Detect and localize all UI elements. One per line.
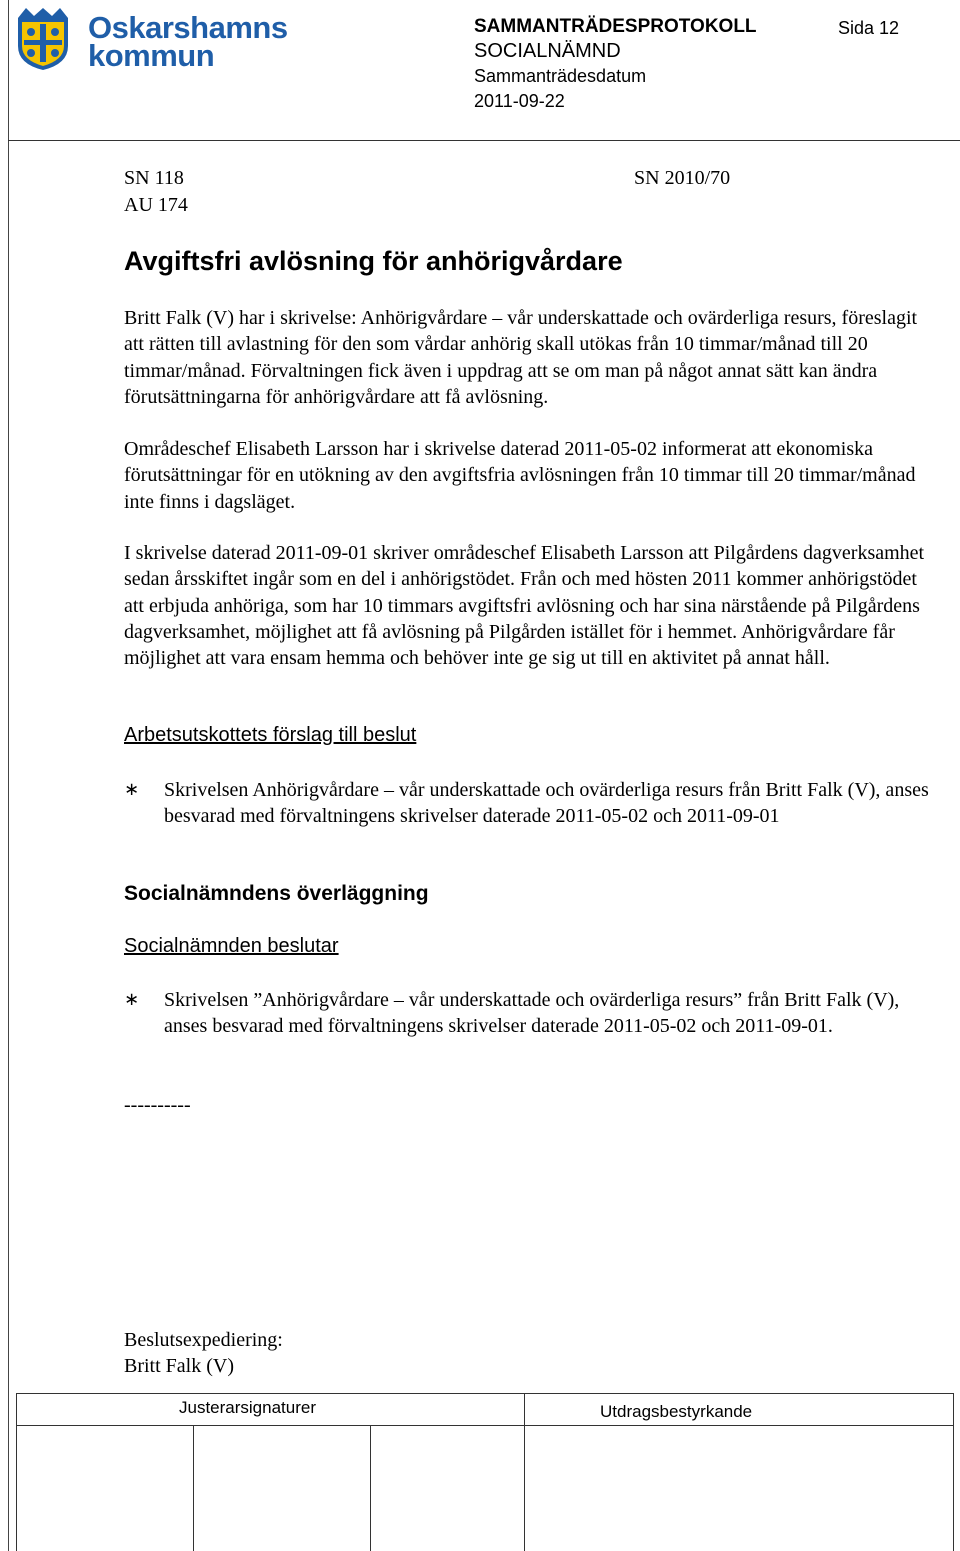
coat-of-arms-icon xyxy=(16,6,70,72)
section-number: SN 118 xyxy=(124,167,184,189)
dispatch-label: Beslutsexpediering: xyxy=(124,1329,283,1351)
dispatch-recipient: Britt Falk (V) xyxy=(124,1355,234,1377)
separator: ---------- xyxy=(124,1094,191,1116)
paragraph-3: I skrivelse daterad 2011-09-01 skriver områdeschef Elisabeth Larsson att Pilgårdens dagverksamhet sedan årsskiftet ingår som en del i anhörigstödet. Från och med hösten 2011 kommer anhörigstödet att erbjuda anhöriga, som har 10 timmars avgiftsfri avlösning och har sina närstående på Pilgårdens dagverksamhet, möjlighet att få avlösning på Pilgården istället för i hemmet. Anhörigvårdare får möjlighet att vara ensam hemma och behöver inte ge sig ut till en aktivitet på annat håll. xyxy=(124,542,925,670)
logo-wordmark xyxy=(88,10,288,73)
proposal-text: Skrivelsen Anhörigvårdare – vår underskattade och ovärderliga resurs från Britt Falk (V), anses besvarad med förvaltningens skrivelser daterade 2011-05-02 och 2011-09-01 xyxy=(164,779,929,828)
municipality-logo xyxy=(16,6,288,73)
logo-line-2: kommun xyxy=(88,38,215,73)
header-rule xyxy=(8,140,960,141)
committee-name: SOCIALNÄMND xyxy=(474,40,621,62)
proposal-heading: Arbetsutskottets förslag till beslut xyxy=(124,724,417,746)
page-border xyxy=(8,0,9,1551)
deliberation-heading: Socialnämndens överläggning xyxy=(124,882,429,905)
case-number: SN 2010/70 xyxy=(634,167,731,189)
committee-section-number: AU 174 xyxy=(124,194,188,216)
paragraph-2: Områdeschef Elisabeth Larsson har i skrivelse daterad 2011-05-02 informerat att ekonomiska förutsättningar för en utökning av den avgiftsfria avlösningen från 10 timmar till 20 timmar/månad inte finns i dagsläget. xyxy=(124,438,916,513)
meeting-date-label: Sammanträdesdatum xyxy=(474,66,647,86)
decision-text: Skrivelsen ”Anhörigvårdare – vår underskattade och ovärderliga resurs” från Britt Falk (V), anses besvarad med förvaltningens skrivelser daterade 2011-05-02 och 2011-09-01. xyxy=(164,989,900,1038)
paragraph-1: Britt Falk (V) har i skrivelse: Anhörigvårdare – vår underskattade och ovärderliga resurs, föreslagit att rätten till avlastning för den som vårdar anhörig skall utökas från 10 timmar/månad till 20 timmar/månad. Förvaltningen fick även i uppdrag att se om man på något annat sätt kan ändra förutsättningarna för anhörigvårdare att få avlösning. xyxy=(124,307,918,408)
signatures-label: Justerarsignaturer xyxy=(179,1398,317,1417)
page-number: Sida 12 xyxy=(838,18,900,38)
document-type: SAMMANTRÄDESPROTOKOLL xyxy=(474,16,757,37)
page-title: Avgiftsfri avlösning för anhörigvårdare xyxy=(124,246,623,276)
decision-bullet-icon: ∗ xyxy=(124,989,140,1010)
extract-certification-label: Utdragsbestyrkande xyxy=(600,1402,753,1421)
logo-line-1: Oskarshamns xyxy=(88,10,288,45)
signature-table xyxy=(16,1393,954,1551)
proposal-bullet-icon: ∗ xyxy=(124,779,140,800)
meeting-date: 2011-09-22 xyxy=(474,91,565,111)
decision-heading: Socialnämnden beslutar xyxy=(124,935,339,957)
